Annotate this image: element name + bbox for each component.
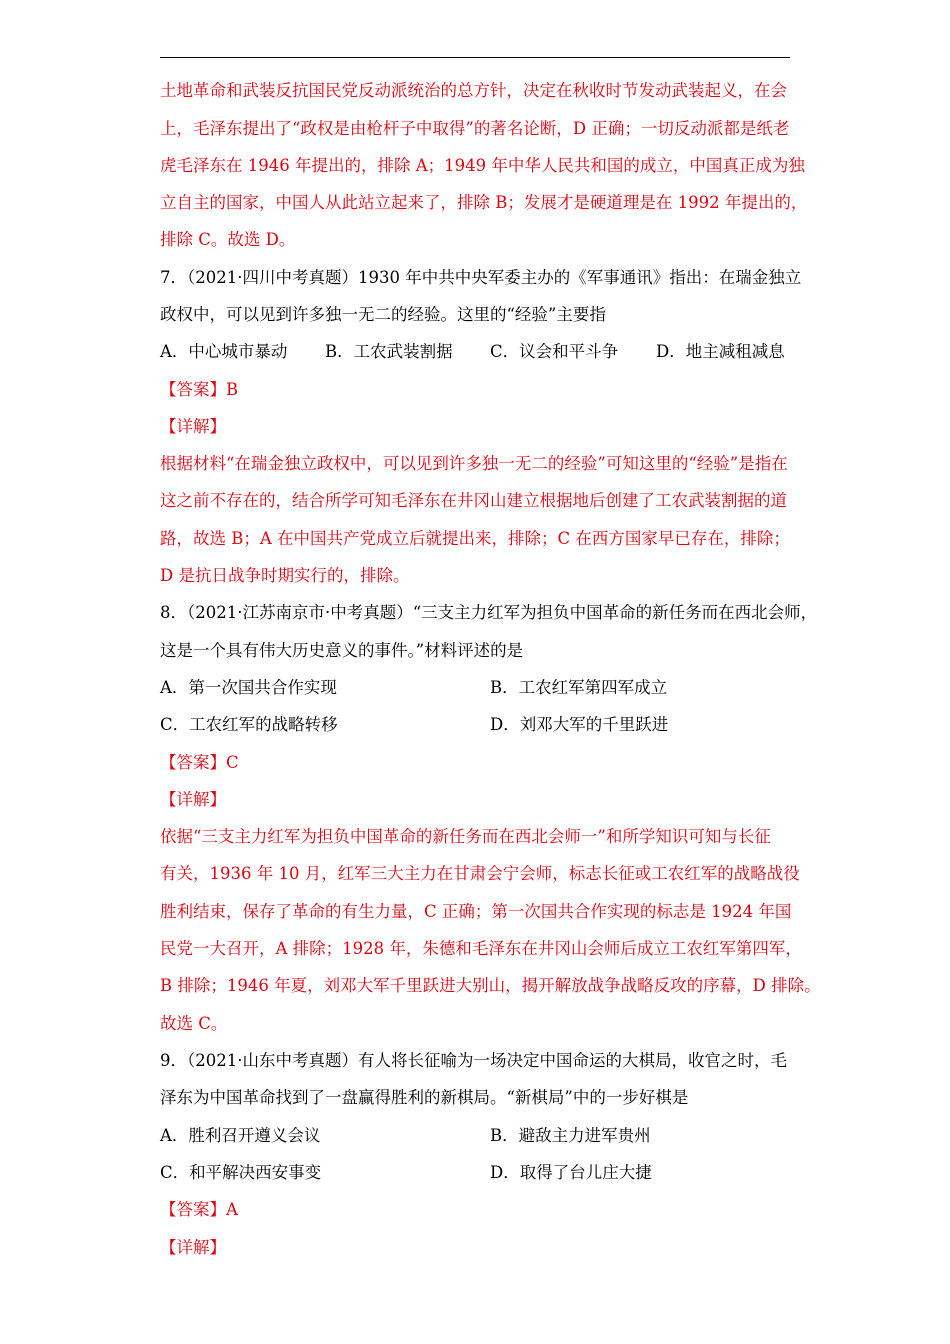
- question-8-answer: 【答案】C: [160, 753, 239, 772]
- question-7-option-b: B．工农武装割据: [325, 342, 453, 361]
- explanation-line: 路，故选 B；A 在中国共产党成立后就提出来，排除；C 在西方国家早已存在，排除；: [160, 529, 790, 548]
- explanation-line: 民党一大召开，A 排除；1928 年，朱德和毛泽东在井冈山会师后成立工农红军第四军，: [160, 939, 802, 958]
- question-7-option-c: C．议会和平斗争: [490, 342, 619, 361]
- question-8-option-d: D．刘邓大军的千里跃进: [490, 715, 669, 734]
- question-8-stem: 这是一个具有伟大历史意义的事件。”材料评述的是: [160, 641, 524, 660]
- question-8-option-c: C．工农红军的战略转移: [160, 715, 338, 734]
- question-9-option-a: A．胜利召开遵义会议: [160, 1126, 321, 1145]
- question-9-stem: 9．（2021·山东中考真题）有人将长征喻为一场决定中国命运的大棋局，收官之时，毛: [160, 1051, 787, 1070]
- question-9-option-b: B．避敌主力进军贵州: [490, 1126, 651, 1145]
- question-8-option-b: B．工农红军第四军成立: [490, 678, 668, 697]
- explanation-line: 根据材料“在瑞金独立政权中，可以见到许多独一无二的经验”可知这里的“经验”是指在: [160, 454, 788, 473]
- explanation-line: 依据“三支主力红军为担负中国革命的新任务而在西北会师一”和所学知识可知与长征: [160, 827, 771, 846]
- explanation-line: 虎毛泽东在 1946 年提出的，排除 A；1949 年中华人民共和国的成立，中国真正成为独: [160, 156, 805, 175]
- question-7-detail-label: 【详解】: [160, 417, 226, 436]
- question-8-option-a: A．第一次国共合作实现: [160, 678, 337, 697]
- question-7-option-d: D．地主减租减息: [656, 342, 785, 361]
- header-rule: [160, 57, 790, 58]
- question-7-stem: 7．（2021·四川中考真题）1930 年中共中央军委主办的《军事通讯》指出：在瑞金独立: [160, 268, 802, 287]
- question-9-option-c: C．和平解决西安事变: [160, 1163, 322, 1182]
- question-7-answer: 【答案】B: [160, 380, 239, 399]
- explanation-line: 土地革命和武装反抗国民党反动派统治的总方针，决定在秋收时节发动武装起义，在会: [160, 81, 787, 100]
- question-7-option-a: A．中心城市暴动: [160, 342, 288, 361]
- explanation-line: 故选 C。: [160, 1014, 228, 1033]
- question-9-detail-label: 【详解】: [160, 1238, 226, 1257]
- explanation-line: 胜利结束，保存了革命的有生力量，C 正确；第一次国共合作实现的标志是 1924 年国: [160, 902, 792, 921]
- explanation-line: 有关，1936 年 10 月，红军三大主力在甘肃会宁会师，标志长征或工农红军的战略战役: [160, 864, 800, 883]
- question-8-stem: 8．（2021·江苏南京市·中考真题）“三支主力红军为担负中国革命的新任务而在西北会师，: [160, 603, 818, 622]
- explanation-line: D 是抗日战争时期实行的，排除。: [160, 566, 410, 585]
- explanation-line: 立自主的国家，中国人从此站立起来了，排除 B；发展才是硬道理是在 1992 年提出的，: [160, 193, 808, 212]
- explanation-line: 上，毛泽东提出了“政权是由枪杆子中取得”的著名论断，D 正确；一切反动派都是纸老: [160, 119, 790, 138]
- question-9-option-d: D．取得了台儿庄大捷: [490, 1163, 652, 1182]
- question-8-detail-label: 【详解】: [160, 790, 226, 809]
- explanation-line: B 排除；1946 年夏，刘邓大军千里跃进大别山，揭开解放战争战略反攻的序幕，D 排除。: [160, 976, 821, 995]
- question-9-stem: 泽东为中国革命找到了一盘赢得胜利的新棋局。“新棋局”中的一步好棋是: [160, 1088, 689, 1107]
- explanation-line: 排除 C。故选 D。: [160, 230, 296, 249]
- explanation-line: 这之前不存在的，结合所学可知毛泽东在井冈山建立根据地后创建了工农武装割据的道: [160, 491, 787, 510]
- question-7-stem: 政权中，可以见到许多独一无二的经验。这里的“经验”主要指: [160, 305, 606, 324]
- question-9-answer: 【答案】A: [160, 1200, 238, 1219]
